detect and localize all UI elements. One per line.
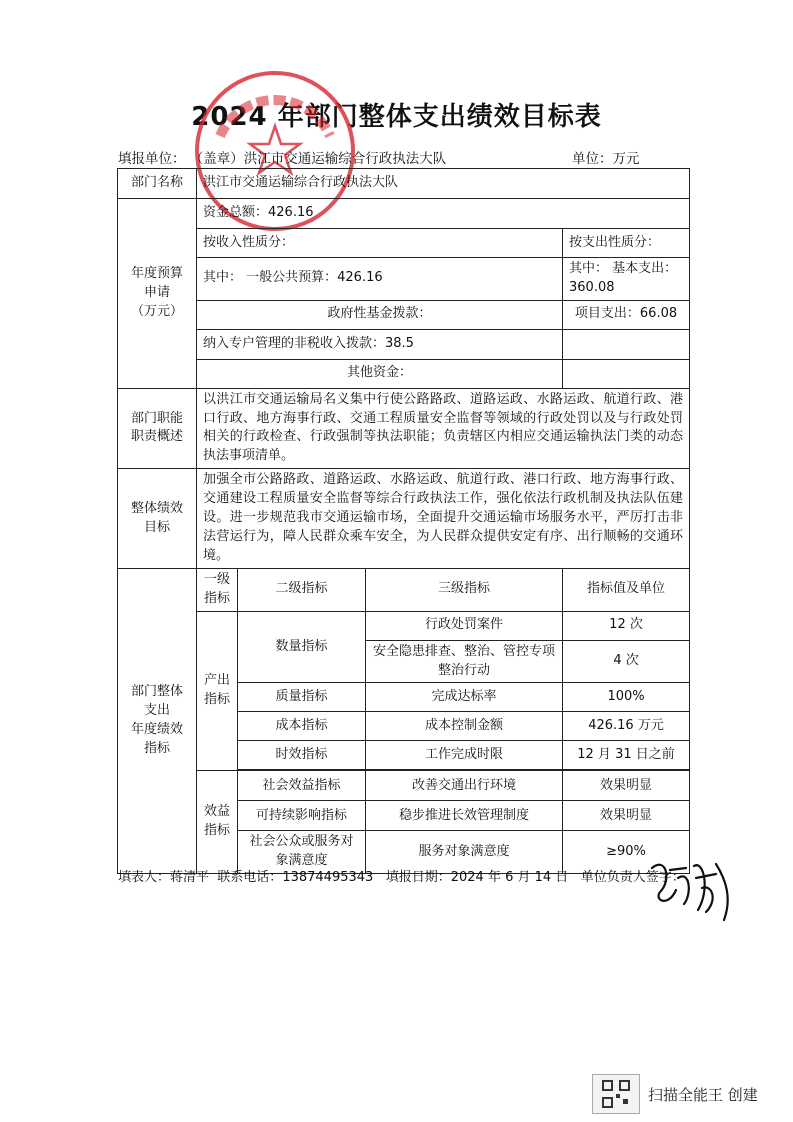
handwritten-signature — [646, 850, 736, 926]
table-row-value: 效果明显 — [563, 801, 690, 831]
goals-text: 加强全市公路路政、道路运政、水路运政、航道行政、港口行政、地方海事行政、交通建设工程质量安全监督等综合行政执法工作，强化依法行政机制及执法队伍建设。进一步规范我市交通运输市场，全面提升交通运输市场服务水平，严厉打击非法营运行为，障人民群众乘车安全，为人民群众提供安定有序、出行顺畅的交通环境。 — [197, 469, 690, 569]
budget-other-blank — [563, 359, 690, 388]
cost-indicator: 成本指标 — [238, 712, 366, 741]
header-level2: 二级指标 — [238, 569, 366, 612]
date-label: 填报日期： — [385, 870, 451, 885]
sustain-indicator: 可持续影响指标 — [238, 801, 366, 831]
leader-label: 单位负责人签字： — [580, 870, 685, 885]
dept-name-label: 部门名称 — [118, 169, 197, 199]
budget-label: 年度预算 申请 （万元） — [118, 199, 197, 389]
table-row-value: 效果明显 — [563, 771, 690, 801]
budget-total: 资金总额：426.16 — [197, 199, 690, 229]
table-row: 行政处罚案件 — [366, 611, 563, 640]
scanner-badge — [592, 1074, 758, 1114]
duties-label: 部门职能 职责概述 — [118, 388, 197, 468]
table-row-value: 100% — [563, 683, 690, 712]
unit-label: 单位： — [572, 151, 613, 167]
footer-info — [118, 866, 685, 885]
time-indicator: 时效指标 — [238, 741, 366, 770]
table-row: 稳步推进长效管理制度 — [366, 801, 563, 831]
table-row-value: 4 次 — [563, 640, 690, 683]
table-row-value: 426.16 万元 — [563, 712, 690, 741]
budget-other: 其他资金： — [197, 359, 563, 388]
dept-name-value: 洪江市交通运输综合行政执法大队 — [197, 169, 690, 199]
reporting-org — [118, 147, 446, 167]
satisfaction-indicator: 社会公众或服务对 象满意度 — [238, 831, 366, 874]
goals-label: 整体绩效 目标 — [118, 469, 197, 569]
budget-project-expense: 项目支出：66.08 — [563, 300, 690, 329]
table-row: 工作完成时限 — [366, 741, 563, 770]
unit-value: 万元 — [612, 151, 640, 167]
benefit-label: 效益 指标 — [197, 771, 238, 874]
social-indicator: 社会效益指标 — [238, 771, 366, 801]
table-row: 成本控制金额 — [366, 712, 563, 741]
phone-value: 13874495343 — [282, 870, 374, 885]
budget-basic-expense: 其中： 基本支出：360.08 — [563, 258, 690, 301]
header-value: 指标值及单位 — [563, 569, 690, 612]
indicators-label: 部门整体 支出 年度绩效 指标 — [118, 569, 197, 874]
page-title: 2024 年部门整体支出绩效目标表 — [191, 102, 602, 132]
table-row: 改善交通出行环境 — [366, 771, 563, 801]
org-name: 洪江市交通运输综合行政执法大队 — [243, 151, 447, 167]
filler-label: 填表人： — [118, 870, 171, 885]
budget-by-expense: 按支出性质分： — [563, 229, 690, 258]
unit-info — [572, 147, 640, 167]
table-row: 完成达标率 — [366, 683, 563, 712]
org-stamp-note: （盖章） — [189, 151, 244, 167]
org-label: 填报单位： — [118, 151, 186, 167]
budget-by-income: 按收入性质分： — [197, 229, 563, 258]
budget-gov-fund: 政府性基金拨款： — [197, 300, 563, 329]
filler-name: 蒋清平 — [170, 870, 210, 885]
table-row: 安全隐患排查、整治、管控专项 整治行动 — [366, 640, 563, 683]
table-row-value: 12 次 — [563, 611, 690, 640]
budget-nontax: 纳入专户管理的非税收入拨款：38.5 — [197, 329, 563, 359]
quality-indicator: 质量指标 — [238, 683, 366, 712]
performance-goal-table — [117, 168, 690, 874]
table-row-value: 12 月 31 日之前 — [563, 741, 690, 770]
quantity-indicator: 数量指标 — [238, 611, 366, 683]
header-level3: 三级指标 — [366, 569, 563, 612]
table-row-value: ≥90% — [563, 831, 690, 874]
date-value: 2024 年 6 月 14 日 — [450, 870, 569, 885]
qr-code-icon — [592, 1074, 640, 1114]
header-level1: 一级 指标 — [197, 569, 238, 612]
budget-nontax-blank — [563, 329, 690, 359]
output-label: 产出 指标 — [197, 611, 238, 771]
phone-label: 联系电话： — [217, 870, 283, 885]
duties-text: 以洪江市交通运输局名义集中行使公路路政、道路运政、水路运政、航道行政、港口行政、地方海事行政、交通工程质量安全监督等领域的行政处罚以及与行政处罚相关的行政检查、行政强制等执法职能；负责辖区内相应交通运输执法门类的动态执法事项清单。 — [197, 388, 690, 468]
budget-general: 其中： 一般公共预算：426.16 — [197, 258, 563, 301]
scanner-badge-text: 扫描全能王 创建 — [648, 1085, 758, 1104]
table-row: 服务对象满意度 — [366, 831, 563, 874]
